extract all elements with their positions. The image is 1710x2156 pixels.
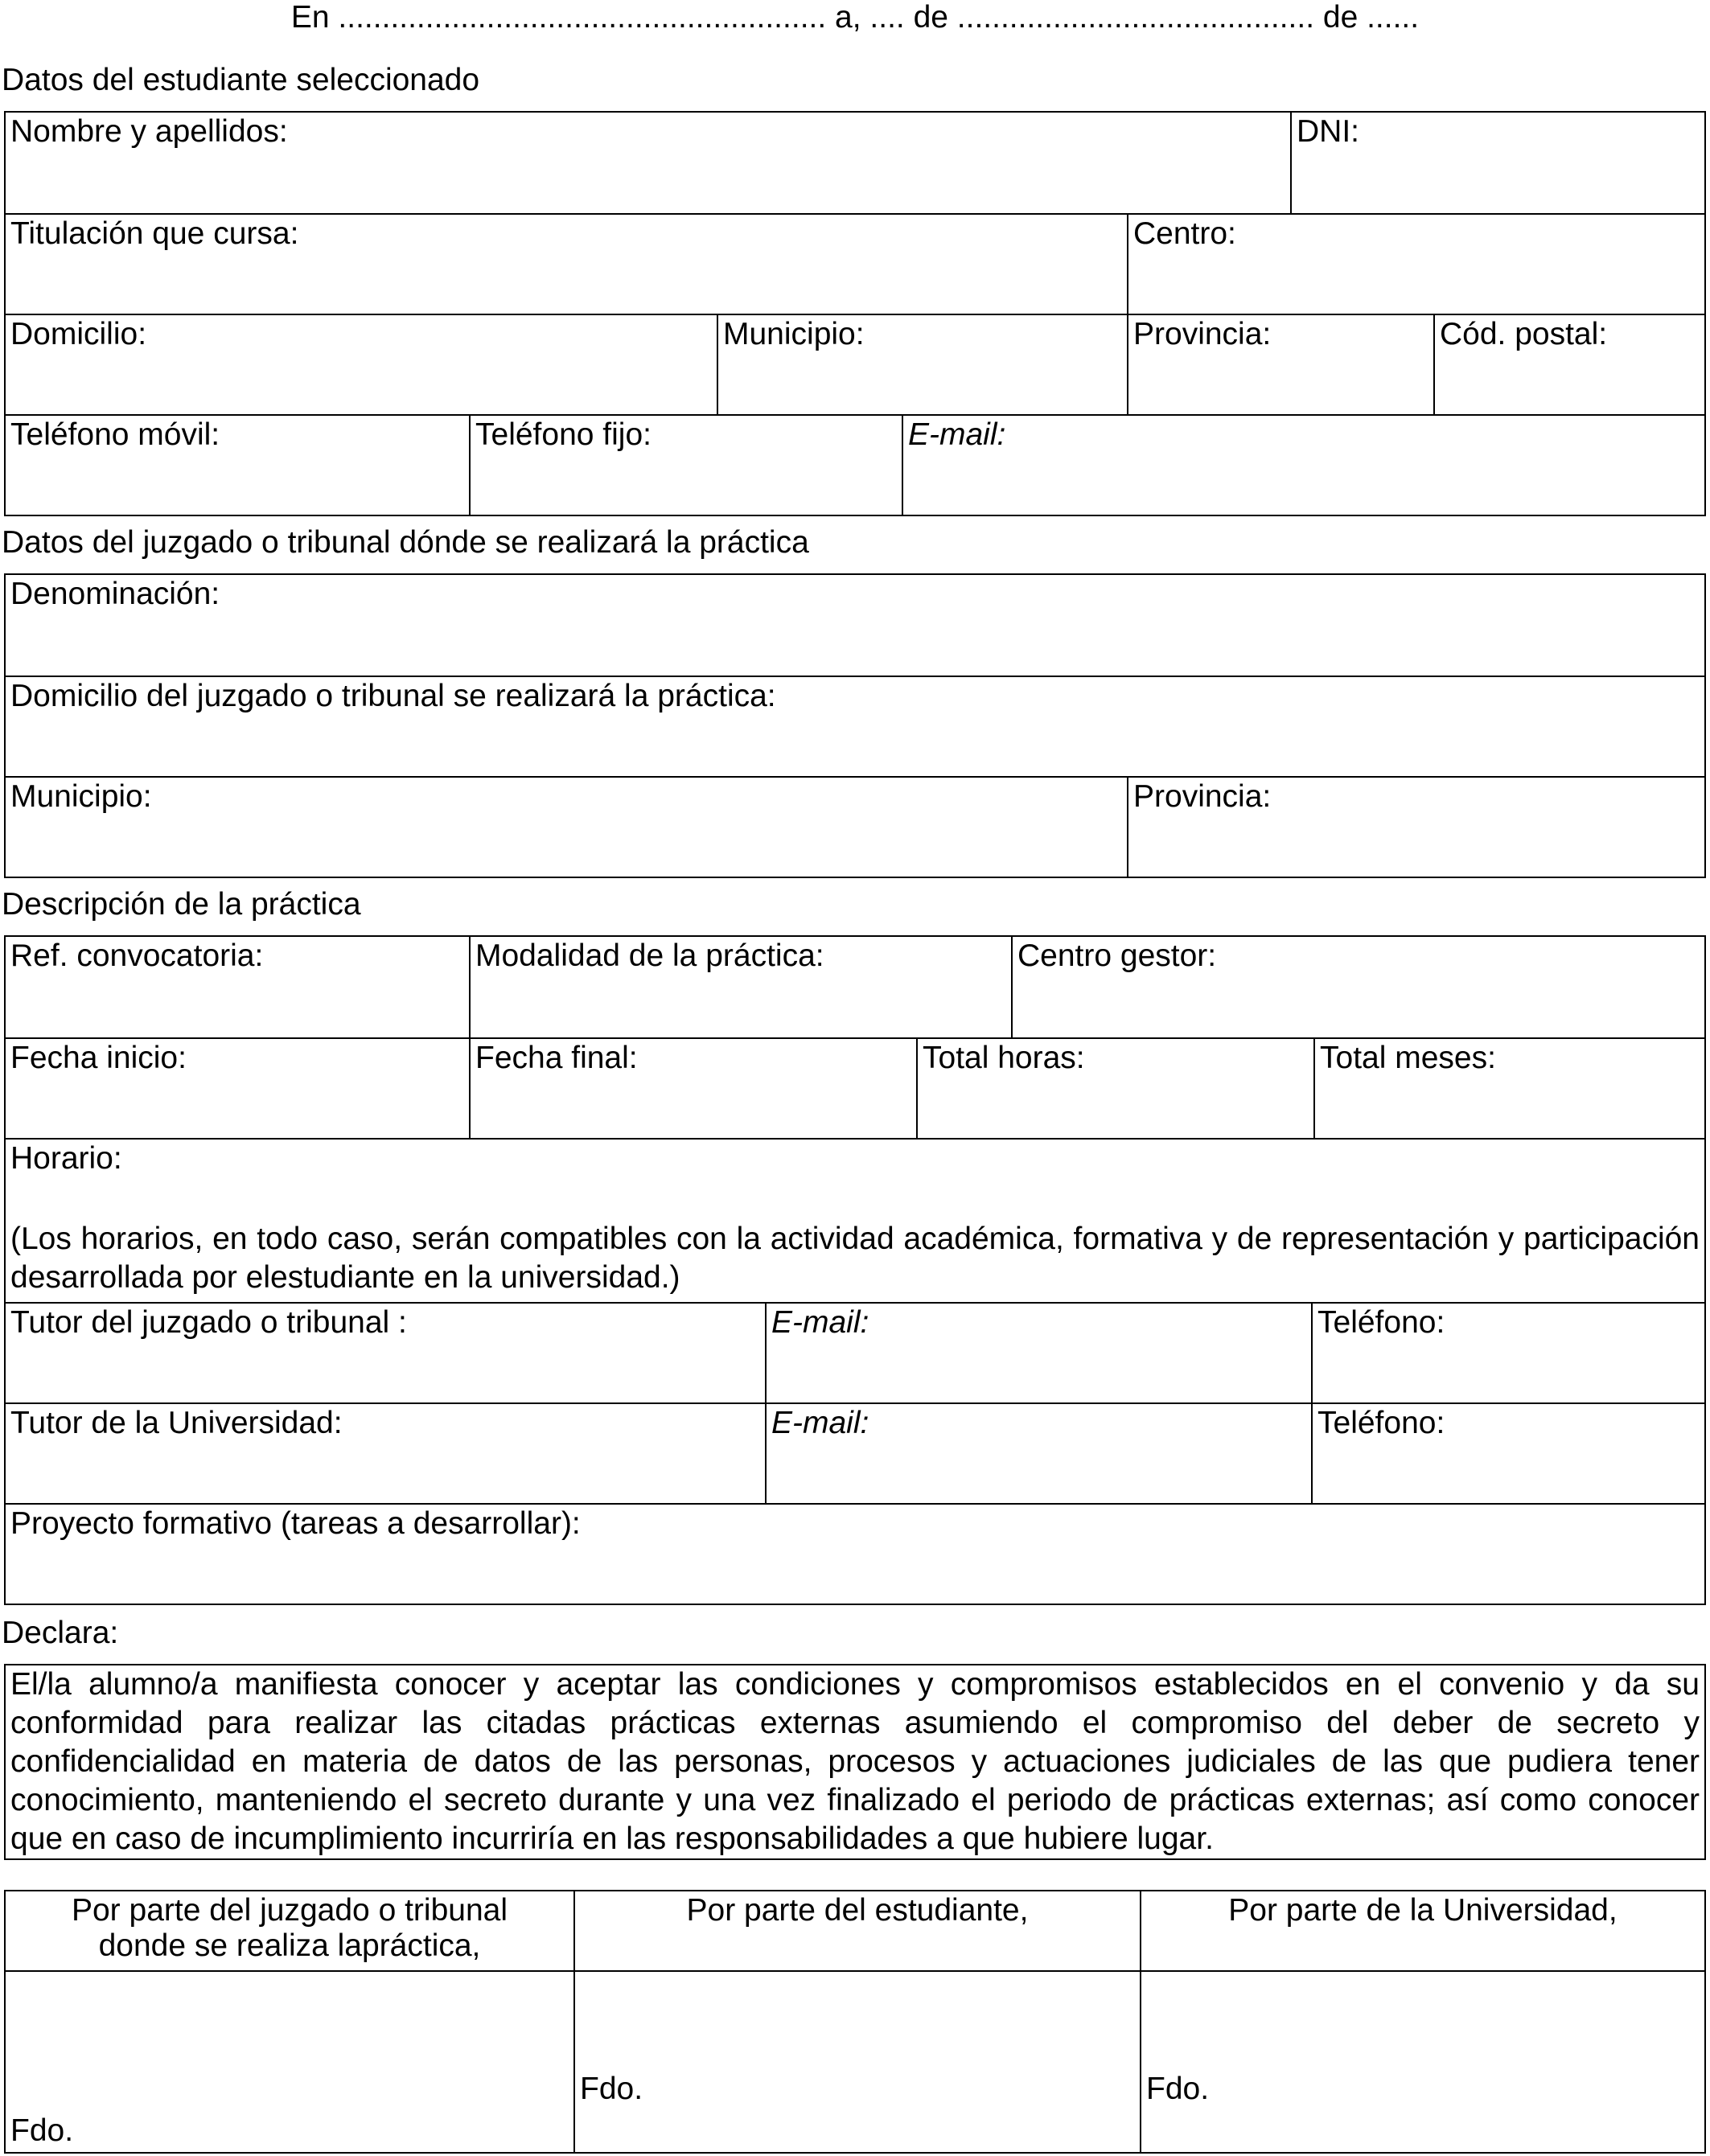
modality-label: Modalidad de la práctica: [475, 938, 824, 973]
total-hours-label: Total horas: [923, 1041, 1085, 1075]
email-label: E-mail: [908, 417, 1006, 452]
municipality-field[interactable] [717, 315, 1127, 414]
section-title-practice: Descripción de la práctica [2, 887, 361, 922]
degree-label: Titulación que cursa: [10, 216, 299, 251]
managing-center-field[interactable] [1011, 937, 1704, 1037]
university-tutor-email-field[interactable] [765, 1404, 1311, 1503]
court-signature-heading-line1: Por parte del juzgado o tribunal [71, 1893, 508, 1928]
court-name-field[interactable] [6, 575, 1704, 676]
student-signature-box[interactable] [573, 1972, 1140, 2152]
table-row [6, 113, 1704, 213]
modality-field[interactable] [469, 937, 1011, 1037]
student-data-table [4, 111, 1706, 516]
province-field[interactable] [1127, 315, 1433, 414]
court-signature-heading [6, 1891, 573, 1970]
mobile-phone-label: Teléfono móvil: [10, 417, 220, 452]
call-ref-field[interactable] [6, 937, 469, 1037]
section-title-court: Datos del juzgado o tribunal dónde se realizará la práctica [2, 525, 809, 560]
degree-field[interactable] [6, 215, 1127, 314]
managing-center-label: Centro gestor: [1017, 938, 1217, 973]
university-signature-heading: Por parte de la Universidad, [1140, 1891, 1704, 1970]
table-row [6, 1037, 1704, 1138]
start-date-field[interactable] [6, 1039, 469, 1138]
signature-body-row [6, 1970, 1704, 2152]
center-field[interactable] [1127, 215, 1704, 314]
signature-header-row [6, 1891, 1704, 1970]
total-months-label: Total meses: [1320, 1041, 1496, 1075]
student-signature-fdo: Fdo. [580, 2072, 643, 2106]
court-tutor-phone-label: Teléfono: [1317, 1305, 1445, 1340]
section-title-declaration: Declara: [2, 1616, 119, 1650]
university-tutor-phone-field[interactable] [1311, 1404, 1704, 1503]
training-project-field[interactable] [6, 1505, 1704, 1604]
table-row [6, 1402, 1704, 1503]
student-signature-heading: Por parte del estudiante, [573, 1891, 1140, 1970]
schedule-note: (Los horarios, en todo caso, serán compatibles con la actividad académica, formativa y de representación y participación desarrollada por elestudiante en la universidad.) [10, 1222, 1700, 1295]
table-row [6, 776, 1704, 877]
court-province-field[interactable] [1127, 778, 1704, 877]
name-field[interactable] [6, 113, 1290, 213]
court-municipality-field[interactable] [6, 778, 1127, 877]
section-title-student: Datos del estudiante seleccionado [2, 63, 480, 97]
court-address-label: Domicilio del juzgado o tribunal se realizará la práctica: [10, 679, 776, 713]
university-signature-box[interactable] [1140, 1972, 1704, 2152]
schedule-field[interactable] [6, 1140, 1704, 1302]
court-province-label: Provincia: [1133, 779, 1272, 814]
declaration-text: El/la alumno/a manifiesta conocer y aceptar las condiciones y compromisos establecidos en el convenio y da su conformidad para realizar las citadas prácticas externas asumiendo el compromiso del deber de secreto y confidencialidad en materia de datos de las personas, procesos y actuaciones judiciales de las que pudiera tener conocimiento, manteniendo el secreto durante y una vez finalizado el periodo de prácticas externas; así como conocer que en caso de incumplimiento incurriría en las responsabilidades a que hubiere lugar. [10, 1667, 1700, 1856]
table-row [6, 314, 1704, 414]
court-signature-box[interactable] [6, 1972, 573, 2152]
email-field[interactable] [902, 416, 1704, 515]
court-data-table [4, 573, 1706, 878]
table-row [6, 575, 1704, 676]
address-field[interactable] [6, 315, 717, 414]
table-row [6, 213, 1704, 314]
court-address-field[interactable] [6, 677, 1704, 776]
center-label: Centro: [1133, 216, 1236, 251]
total-months-field[interactable] [1313, 1039, 1704, 1138]
court-tutor-phone-field[interactable] [1311, 1304, 1704, 1402]
mobile-phone-field[interactable] [6, 416, 469, 515]
court-tutor-email-label: E-mail: [771, 1305, 869, 1340]
court-tutor-label: Tutor del juzgado o tribunal : [10, 1305, 407, 1340]
start-date-label: Fecha inicio: [10, 1041, 187, 1075]
dni-label: DNI: [1297, 114, 1359, 149]
address-label: Domicilio: [10, 317, 147, 351]
university-tutor-label: Tutor de la Universidad: [10, 1406, 343, 1440]
practice-data-table [4, 935, 1706, 1605]
end-date-field[interactable] [469, 1039, 916, 1138]
court-name-label: Denominación: [10, 577, 220, 611]
table-row [6, 1302, 1704, 1402]
table-row [6, 676, 1704, 776]
signature-table [4, 1890, 1706, 2154]
province-label: Provincia: [1133, 317, 1272, 351]
schedule-label: Horario: [10, 1141, 122, 1176]
postal-code-field[interactable] [1433, 315, 1704, 414]
court-tutor-field[interactable] [6, 1304, 765, 1402]
municipality-label: Municipio: [723, 317, 865, 351]
table-row [6, 1503, 1704, 1604]
training-project-label: Proyecto formativo (tareas a desarrollar): [10, 1506, 581, 1541]
university-signature-fdo: Fdo. [1146, 2072, 1210, 2106]
postal-code-label: Cód. postal: [1440, 317, 1608, 351]
court-signature-heading-line2: donde se realiza lapráctica, [98, 1928, 481, 1963]
name-label: Nombre y apellidos: [10, 114, 288, 149]
total-hours-field[interactable] [916, 1039, 1313, 1138]
end-date-label: Fecha final: [475, 1041, 638, 1075]
court-tutor-email-field[interactable] [765, 1304, 1311, 1402]
dni-field[interactable] [1290, 113, 1704, 213]
university-tutor-phone-label: Teléfono: [1317, 1406, 1445, 1440]
landline-phone-label: Teléfono fijo: [475, 417, 652, 452]
table-row [6, 937, 1704, 1037]
declaration-box [4, 1664, 1706, 1860]
table-row [6, 1138, 1704, 1302]
place-date-line: En ........................................................ a, .... de ......................................... de ...... [290, 0, 1420, 35]
court-signature-fdo: Fdo. [10, 2113, 74, 2148]
call-ref-label: Ref. convocatoria: [10, 938, 264, 973]
table-row [6, 414, 1704, 515]
university-tutor-email-label: E-mail: [771, 1406, 869, 1440]
university-tutor-field[interactable] [6, 1404, 765, 1503]
landline-phone-field[interactable] [469, 416, 902, 515]
court-municipality-label: Municipio: [10, 779, 152, 814]
